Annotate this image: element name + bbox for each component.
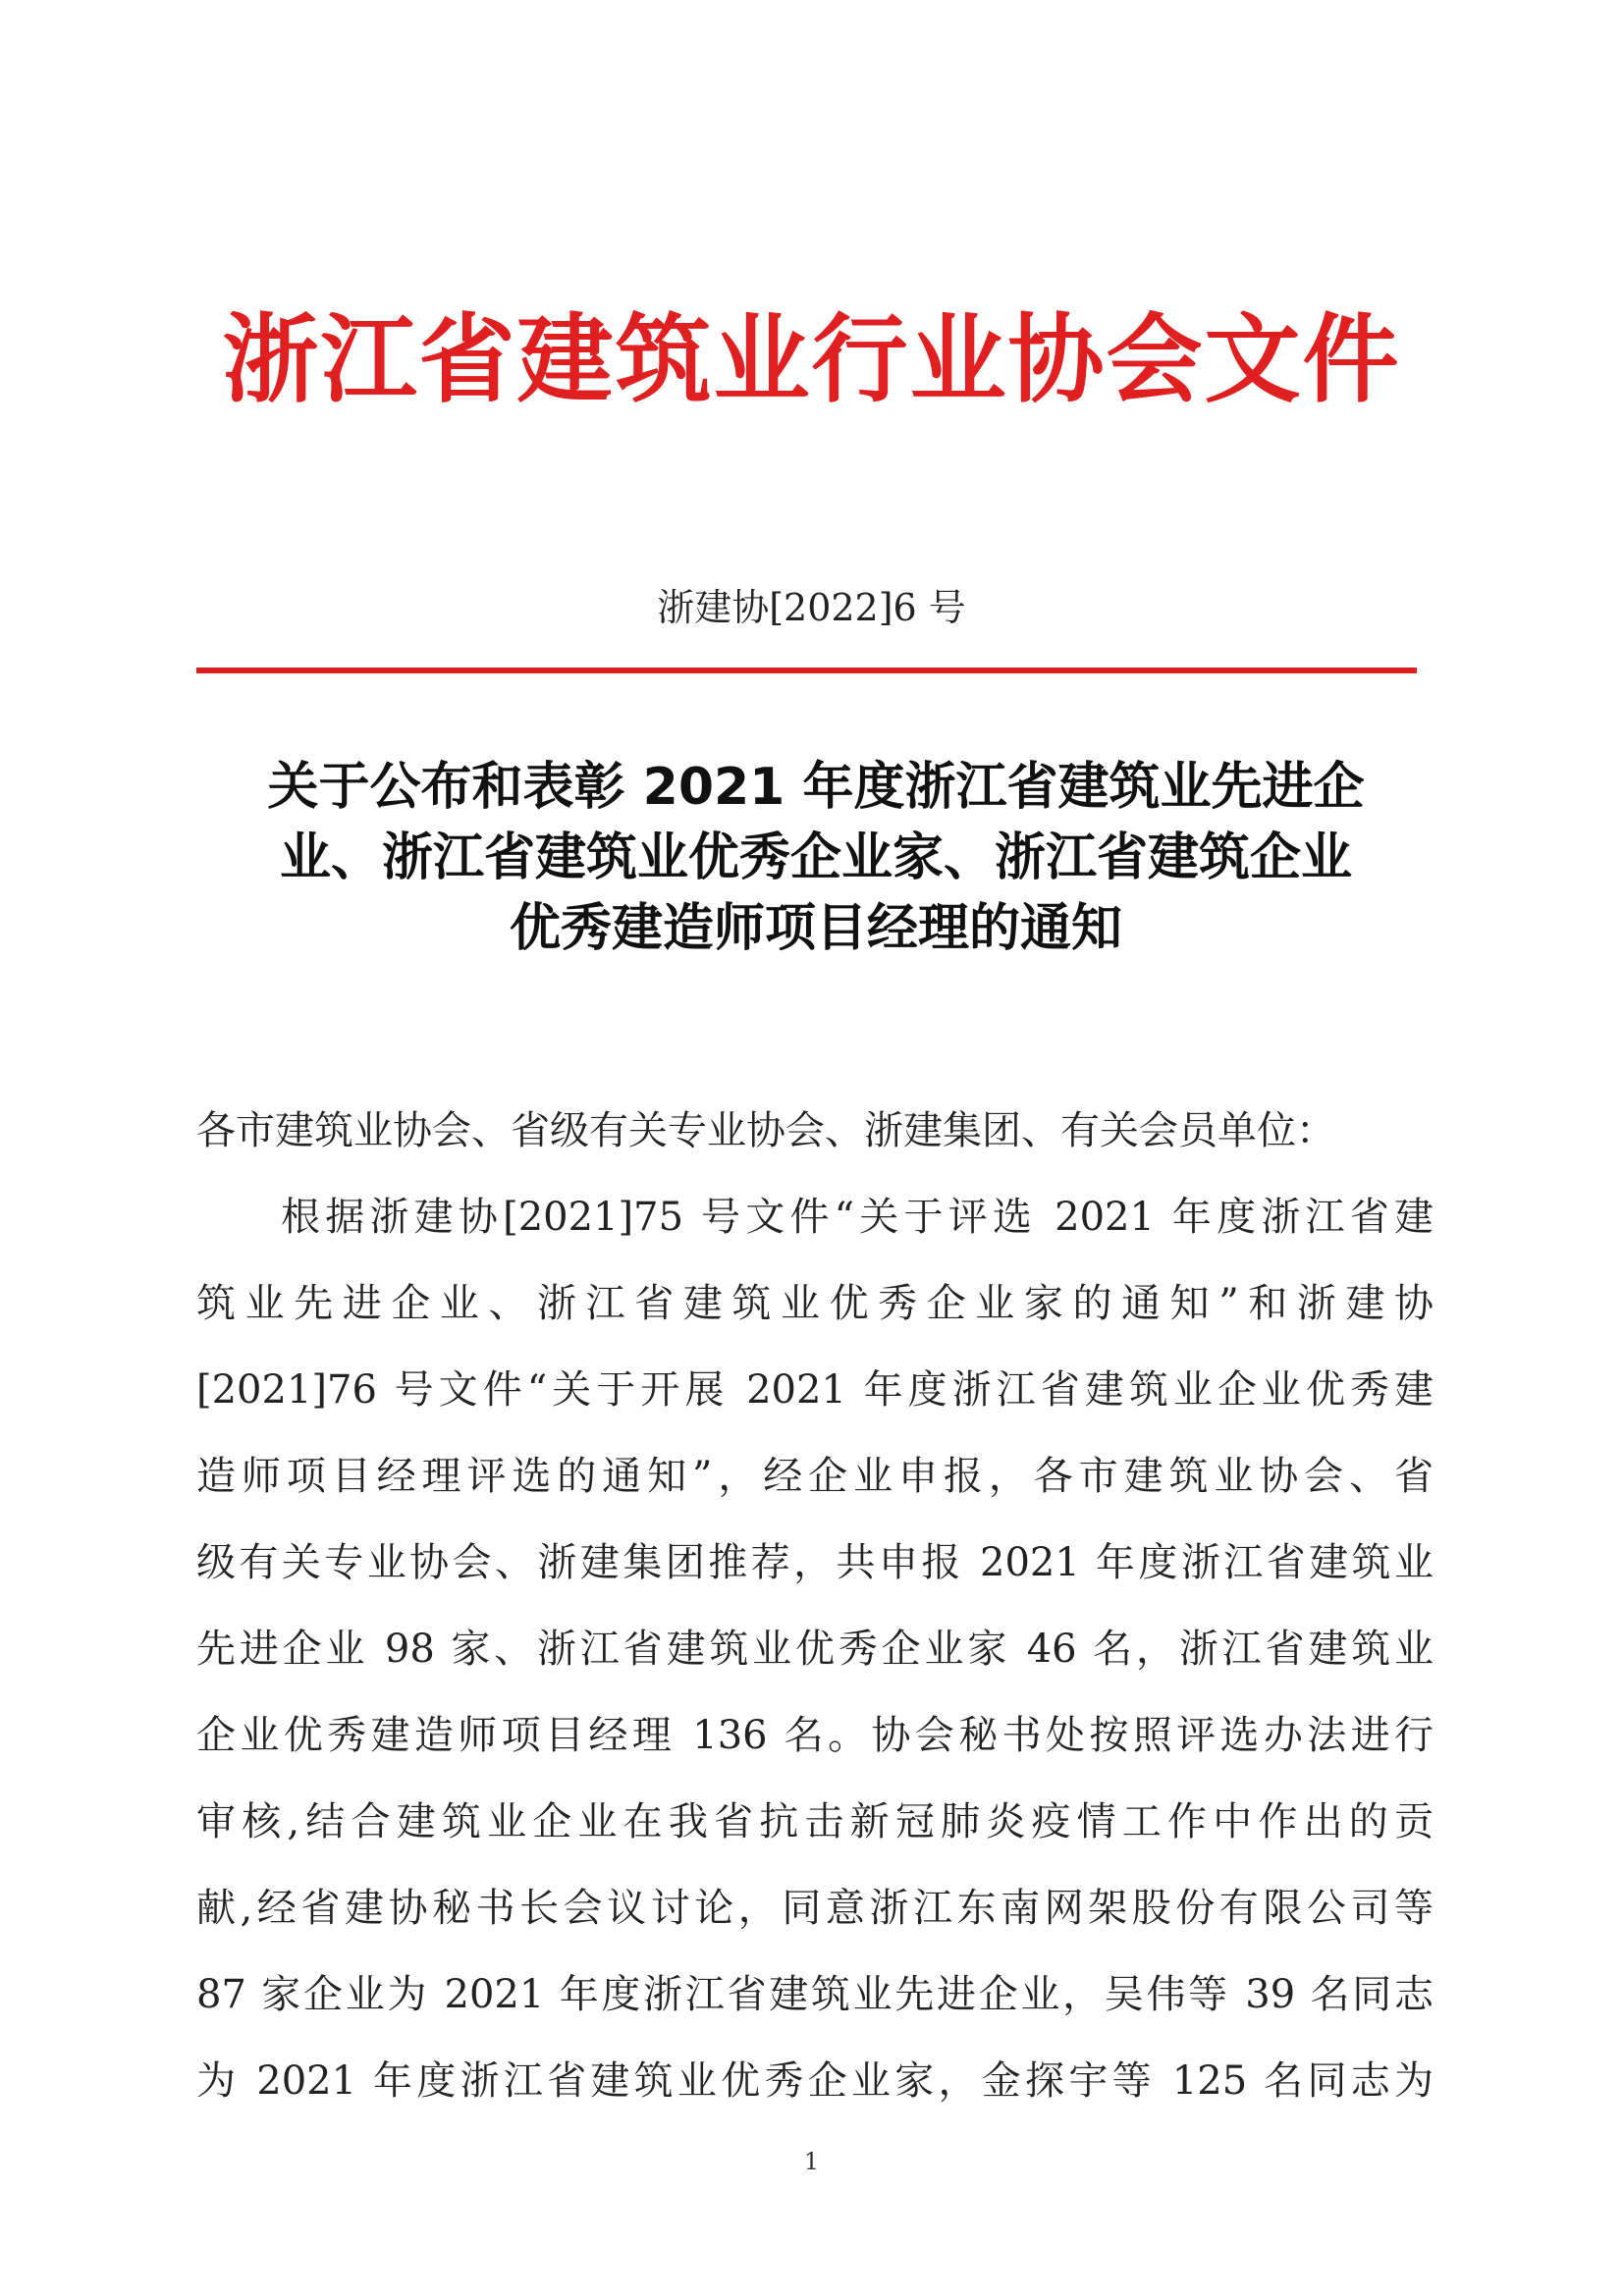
body-paragraph-line: 企业优秀建造师项目经理 136 名。协会秘书处按照评选办法进行 [196, 1713, 1434, 1758]
body-paragraph-line: 献,经省建协秘书长会议讨论，同意浙江东南网架股份有限公司等 [196, 1886, 1434, 1931]
body-paragraph-line: [2021]76 号文件“关于开展 2021 年度浙江省建筑业企业优秀建 [196, 1367, 1434, 1413]
notice-title-line: 优秀建造师项目经理的通知 [509, 899, 1122, 958]
body-paragraph-line: 87 家企业为 2021 年度浙江省建筑业先进企业，吴伟等 39 名同志 [196, 1972, 1434, 2017]
document-header-title: 浙江省建筑业行业协会文件 [222, 303, 1401, 416]
body-paragraph-line: 根据浙建协[2021]75 号文件“关于评选 2021 年度浙江省建 [281, 1195, 1434, 1240]
notice-body [196, 1088, 1434, 2124]
document-number: 浙建协[2022]6 号 [657, 586, 966, 629]
page-number: 1 [803, 2148, 820, 2175]
body-paragraph-line: 先进企业 98 家、浙江省建筑业优秀企业家 46 名，浙江省建筑业 [196, 1627, 1434, 1672]
notice-title [192, 752, 1439, 964]
addressee-line: 各市建筑业协会、省级有关专业协会、浙建集团、有关会员单位： [196, 1108, 1335, 1153]
body-paragraph-line: 造师项目经理评选的通知”，经企业申报，各市建筑业协会、省 [196, 1454, 1434, 1499]
body-paragraph-line: 为 2021 年度浙江省建筑业优秀企业家，金探宇等 125 名同志为 [196, 2058, 1434, 2104]
body-paragraph-line: 审核,结合建筑业企业在我省抗击新冠肺炎疫情工作中作出的贡 [196, 1799, 1434, 1844]
notice-title-line: 关于公布和表彰 2021 年度浙江省建筑业先进企 [267, 758, 1365, 817]
body-paragraph-line: 筑业先进企业、浙江省建筑业优秀企业家的通知”和浙建协 [196, 1281, 1434, 1326]
body-paragraph-line: 级有关专业协会、浙建集团推荐，共申报 2021 年度浙江省建筑业 [196, 1540, 1434, 1585]
red-divider-rule [196, 667, 1417, 673]
notice-title-line: 业、浙江省建筑业优秀企业家、浙江省建筑企业 [279, 828, 1352, 887]
